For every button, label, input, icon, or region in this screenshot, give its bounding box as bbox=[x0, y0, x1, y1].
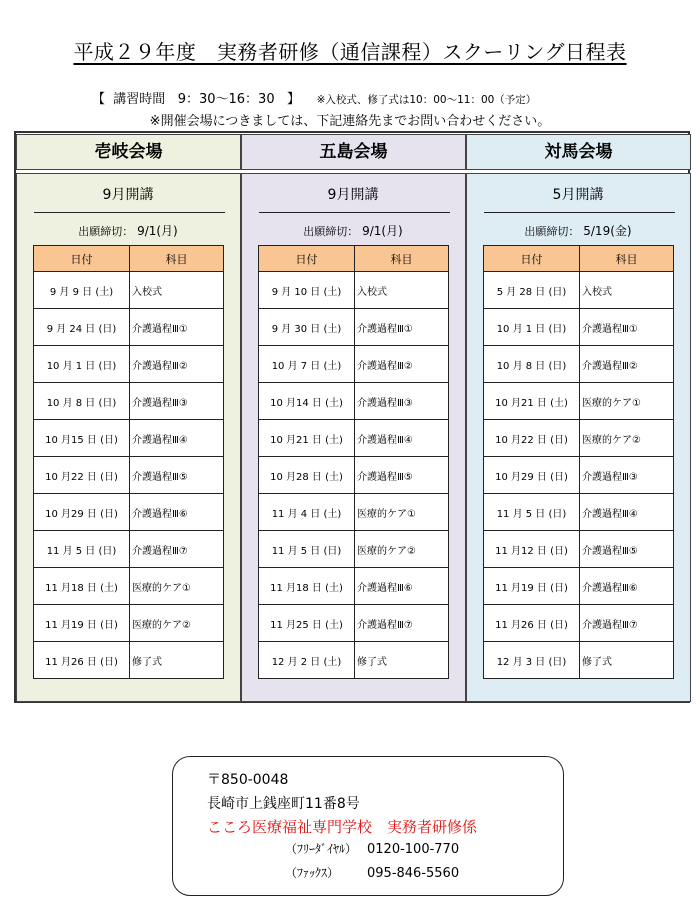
deadline-date: 9/1(月) bbox=[362, 224, 403, 238]
row-subject: 医療的ケア① bbox=[130, 568, 224, 605]
table-row bbox=[34, 642, 224, 679]
bracket-open: 【 bbox=[92, 92, 106, 107]
deadline-label: 出願締切： bbox=[78, 225, 134, 238]
row-date: 10 月15 日 (日) bbox=[34, 420, 130, 457]
row-subject: 修了式 bbox=[130, 642, 224, 679]
row-subject: 介護過程Ⅲ⑦ bbox=[355, 605, 449, 642]
row-date: 9 月 30 日 (土) bbox=[259, 309, 355, 346]
row-date: 11 月26 日 (日) bbox=[34, 642, 130, 679]
deadline-line bbox=[242, 222, 464, 239]
address: 長崎市上銭座町11番8号 bbox=[207, 796, 360, 812]
row-subject: 介護過程Ⅲ④ bbox=[580, 494, 674, 531]
freedial-label: （ﾌﾘｰﾀﾞｲﾔﾙ） bbox=[285, 842, 358, 856]
row-subject: 介護過程Ⅲ② bbox=[355, 346, 449, 383]
row-date: 5 月 28 日 (日) bbox=[484, 272, 580, 309]
table-row bbox=[484, 272, 674, 309]
row-date: 10 月21 日 (土) bbox=[484, 383, 580, 420]
row-date: 10 月29 日 (日) bbox=[484, 457, 580, 494]
freedial-line bbox=[285, 840, 459, 857]
date-header: 日付 bbox=[34, 246, 130, 272]
row-date: 11 月18 日 (土) bbox=[34, 568, 130, 605]
row-date: 11 月19 日 (日) bbox=[34, 605, 130, 642]
row-date: 9 月 10 日 (土) bbox=[259, 272, 355, 309]
venue-name: 対馬会場 bbox=[466, 134, 691, 170]
table-row bbox=[259, 309, 449, 346]
fax-label: （ﾌｧｯｸｽ） bbox=[285, 866, 340, 880]
row-subject: 医療的ケア① bbox=[355, 494, 449, 531]
row-date: 10 月28 日 (土) bbox=[259, 457, 355, 494]
row-date: 10 月 8 日 (日) bbox=[34, 383, 130, 420]
table-row bbox=[484, 494, 674, 531]
deadline-date: 5/19(金) bbox=[583, 224, 632, 238]
row-subject: 医療的ケア② bbox=[355, 531, 449, 568]
row-subject: 介護過程Ⅲ③ bbox=[355, 383, 449, 420]
row-subject: 入校式 bbox=[580, 272, 674, 309]
row-date: 10 月29 日 (日) bbox=[34, 494, 130, 531]
table-row bbox=[259, 420, 449, 457]
postal-code: 〒850-0048 bbox=[207, 772, 289, 788]
bracket-close: 】 bbox=[287, 92, 301, 107]
venue-notice: ※開催会場につきましては、下記連絡先までお問い合わせください。 bbox=[149, 114, 551, 129]
row-subject: 介護過程Ⅲ⑦ bbox=[580, 605, 674, 642]
table-row bbox=[484, 457, 674, 494]
table-row bbox=[484, 568, 674, 605]
row-subject: 医療的ケア① bbox=[580, 383, 674, 420]
school-name: こころ医療福祉専門学校 実務者研修係 bbox=[207, 818, 478, 836]
table-header-row bbox=[259, 246, 449, 272]
table-row bbox=[259, 531, 449, 568]
table-row bbox=[34, 605, 224, 642]
row-subject: 介護過程Ⅲ④ bbox=[130, 420, 224, 457]
schedule-frame bbox=[14, 131, 690, 703]
row-date: 10 月22 日 (日) bbox=[34, 457, 130, 494]
row-date: 10 月 1 日 (日) bbox=[484, 309, 580, 346]
row-subject: 介護過程Ⅲ⑤ bbox=[355, 457, 449, 494]
row-date: 11 月 4 日 (土) bbox=[259, 494, 355, 531]
table-row bbox=[259, 272, 449, 309]
table-row bbox=[484, 309, 674, 346]
opening-month: 9月開講 bbox=[102, 187, 154, 203]
row-subject: 介護過程Ⅲ① bbox=[580, 309, 674, 346]
table-row bbox=[259, 457, 449, 494]
schedule-table bbox=[258, 245, 449, 679]
divider bbox=[34, 212, 225, 213]
table-row bbox=[259, 494, 449, 531]
row-subject: 医療的ケア② bbox=[580, 420, 674, 457]
table-row bbox=[484, 642, 674, 679]
table-row bbox=[484, 605, 674, 642]
subject-header: 科目 bbox=[580, 246, 674, 272]
table-row bbox=[34, 309, 224, 346]
lecture-time-label: 講習時間 bbox=[113, 92, 166, 107]
ceremony-note: ※入校式、修了式は10：00〜11：00（予定） bbox=[316, 94, 537, 106]
row-subject: 医療的ケア② bbox=[130, 605, 224, 642]
venue-body bbox=[16, 173, 241, 702]
row-date: 11 月18 日 (土) bbox=[259, 568, 355, 605]
venue-name: 壱岐会場 bbox=[16, 134, 241, 170]
row-subject: 介護過程Ⅲ② bbox=[130, 346, 224, 383]
fax-line bbox=[285, 864, 459, 881]
lecture-time-line bbox=[92, 88, 536, 107]
table-row bbox=[34, 383, 224, 420]
venue-column-goto bbox=[241, 134, 466, 702]
row-subject: 入校式 bbox=[130, 272, 224, 309]
row-subject: 介護過程Ⅲ⑥ bbox=[580, 568, 674, 605]
table-row bbox=[34, 346, 224, 383]
venue-column-iki bbox=[16, 134, 241, 702]
row-date: 10 月 1 日 (日) bbox=[34, 346, 130, 383]
fax-number: 095-846-5560 bbox=[367, 866, 460, 881]
table-row bbox=[34, 568, 224, 605]
row-subject: 入校式 bbox=[355, 272, 449, 309]
contact-box bbox=[172, 756, 564, 896]
table-header-row bbox=[484, 246, 674, 272]
row-date: 10 月14 日 (土) bbox=[259, 383, 355, 420]
divider bbox=[484, 212, 675, 213]
table-row bbox=[259, 605, 449, 642]
row-date: 9 月 24 日 (日) bbox=[34, 309, 130, 346]
table-row bbox=[484, 383, 674, 420]
table-row bbox=[259, 642, 449, 679]
row-subject: 修了式 bbox=[355, 642, 449, 679]
page-title: 平成２９年度 実務者研修（通信課程）スクーリング日程表 bbox=[73, 40, 627, 64]
venue-name: 五島会場 bbox=[241, 134, 466, 170]
row-date: 12 月 2 日 (土) bbox=[259, 642, 355, 679]
row-subject: 介護過程Ⅲ⑤ bbox=[580, 531, 674, 568]
row-subject: 介護過程Ⅲ⑥ bbox=[130, 494, 224, 531]
schedule-table bbox=[33, 245, 224, 679]
venue-body bbox=[466, 173, 691, 702]
table-row bbox=[34, 531, 224, 568]
table-row bbox=[259, 568, 449, 605]
row-subject: 介護過程Ⅲ⑤ bbox=[130, 457, 224, 494]
opening-month: 9月開講 bbox=[327, 187, 379, 203]
row-date: 11 月25 日 (土) bbox=[259, 605, 355, 642]
row-date: 10 月21 日 (土) bbox=[259, 420, 355, 457]
date-header: 日付 bbox=[259, 246, 355, 272]
table-row bbox=[259, 346, 449, 383]
deadline-label: 出願締切： bbox=[303, 225, 359, 238]
row-date: 11 月12 日 (日) bbox=[484, 531, 580, 568]
row-date: 10 月22 日 (日) bbox=[484, 420, 580, 457]
row-subject: 介護過程Ⅲ① bbox=[355, 309, 449, 346]
row-subject: 修了式 bbox=[580, 642, 674, 679]
table-row bbox=[484, 420, 674, 457]
schedule-table bbox=[483, 245, 674, 679]
divider bbox=[259, 212, 450, 213]
venue-body bbox=[241, 173, 466, 702]
date-header: 日付 bbox=[484, 246, 580, 272]
table-header-row bbox=[34, 246, 224, 272]
subject-header: 科目 bbox=[355, 246, 449, 272]
row-date: 11 月19 日 (日) bbox=[484, 568, 580, 605]
row-date: 9 月 9 日 (土) bbox=[34, 272, 130, 309]
table-row bbox=[34, 272, 224, 309]
deadline-date: 9/1(月) bbox=[137, 224, 178, 238]
row-date: 11 月 5 日 (日) bbox=[34, 531, 130, 568]
lecture-time-value: 9：30〜16：30 bbox=[177, 92, 275, 107]
table-row bbox=[34, 494, 224, 531]
row-subject: 介護過程Ⅲ④ bbox=[355, 420, 449, 457]
row-subject: 介護過程Ⅲ① bbox=[130, 309, 224, 346]
deadline-label: 出願締切： bbox=[524, 225, 580, 238]
deadline-line bbox=[467, 222, 689, 239]
freedial-number: 0120-100-770 bbox=[367, 842, 460, 857]
row-date: 12 月 3 日 (日) bbox=[484, 642, 580, 679]
row-date: 11 月 5 日 (日) bbox=[484, 494, 580, 531]
deadline-line bbox=[17, 222, 239, 239]
opening-month: 5月開講 bbox=[552, 187, 604, 203]
subject-header: 科目 bbox=[130, 246, 224, 272]
row-subject: 介護過程Ⅲ② bbox=[580, 346, 674, 383]
table-row bbox=[259, 383, 449, 420]
row-subject: 介護過程Ⅲ③ bbox=[130, 383, 224, 420]
table-row bbox=[484, 531, 674, 568]
row-date: 10 月 7 日 (土) bbox=[259, 346, 355, 383]
row-date: 10 月 8 日 (日) bbox=[484, 346, 580, 383]
table-row bbox=[484, 346, 674, 383]
row-date: 11 月 5 日 (日) bbox=[259, 531, 355, 568]
table-row bbox=[34, 457, 224, 494]
table-row bbox=[34, 420, 224, 457]
row-subject: 介護過程Ⅲ⑥ bbox=[355, 568, 449, 605]
row-date: 11 月26 日 (日) bbox=[484, 605, 580, 642]
venue-column-tsushima bbox=[466, 134, 691, 702]
row-subject: 介護過程Ⅲ⑦ bbox=[130, 531, 224, 568]
row-subject: 介護過程Ⅲ③ bbox=[580, 457, 674, 494]
